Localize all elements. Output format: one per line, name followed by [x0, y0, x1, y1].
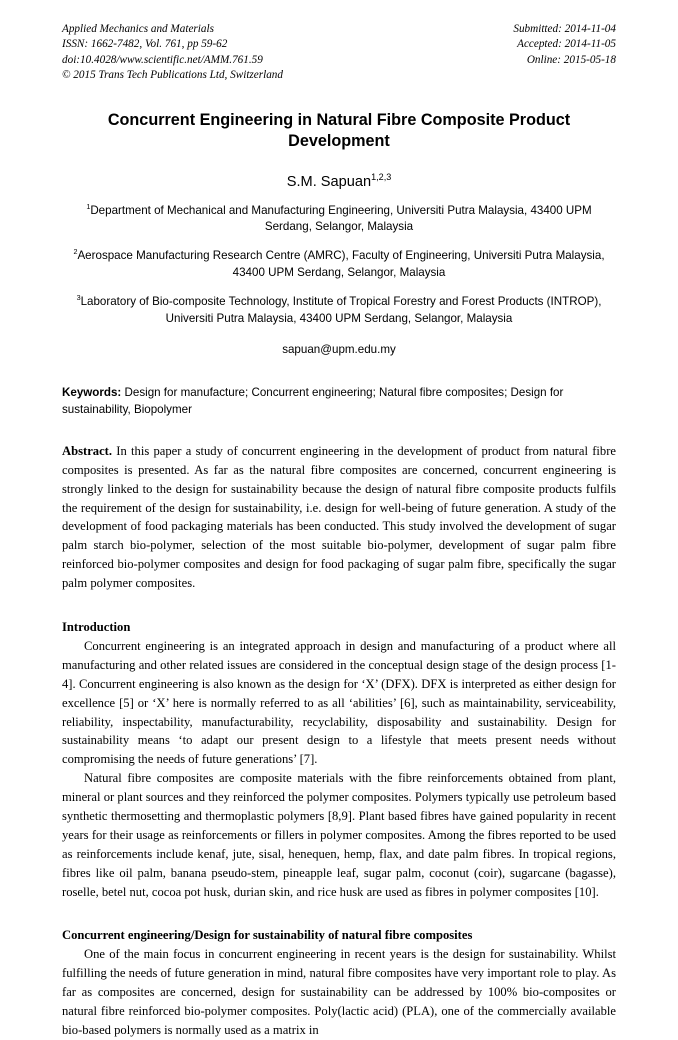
author-line — [62, 171, 616, 190]
affiliation-1-marker: 1 — [86, 201, 91, 211]
publication-dates — [513, 22, 616, 68]
keywords-text: Design for manufacture; Concurrent engineering; Natural fibre composites; Design for sustainability, Biopolymer — [62, 386, 564, 417]
author-name: S.M. Sapuan — [286, 173, 372, 190]
journal-info — [62, 22, 283, 84]
abstract-text: In this paper a study of concurrent engineering in the development of product from natural fibre composites is presented. As far as the natural fibre composites are concerned, concurrent engineering is strongly linked to the design for sustainability because the design of natural fibre composite products fulfils the requirement of the design for sustainability, i.e. design for well-being of future generation. A study of the development of food packaging materials has been conducted. This study involved the development of sugar palm starch bio-polymer, selection of the most suitable bio-polymer, development of sugar palm fibre reinforced bio-polymer composites and design for food packaging of sugar palm fibre, specifically the sugar palm polymer composites. — [62, 443, 616, 591]
journal-issn-volume: ISSN: 1662-7482, Vol. 761, pp 59-62 — [62, 38, 228, 51]
abstract-label: Abstract. — [62, 443, 113, 458]
paragraph-intro-2: Natural fibre composites are composite materials with the fibre reinforcements obtained from plant, mineral or plant sources and they reinforced the polymer composites. Polymers typically use petroleum based synthetic thermosetting and thermoplastic polymers [8,9]. Plant based fibres have gained popularity in recent years for their usage as reinforcements or fillers in polymer composites. Among the fibres reported to be used as reinforcements include kenaf, jute, sisal, henequen, hemp, flax, and date palm fibres. In tropical regions, fibres like oil palm, banana pseudo-stem, pineapple leaf, sugar palm, coconut (coir), sugarcane (bagasse), roselle, betel nut, cocoa pot husk, durian skin, and rice husk are used as fibres in polymer composites [10]. — [62, 771, 616, 899]
journal-name: Applied Mechanics and Materials — [62, 23, 214, 35]
section-heading-concurrent-engineering: Concurrent engineering/Design for sustainability of natural fibre composites — [62, 928, 473, 943]
author-email[interactable]: sapuan@upm.edu.my — [282, 343, 396, 357]
journal-copyright: © 2015 Trans Tech Publications Ltd, Switzerland — [62, 69, 283, 82]
affiliation-2-text: Aerospace Manufacturing Research Centre (AMRC), Faculty of Engineering, Universiti Putra Malaysia, 43400 UPM Serdang, Selangor, Malaysia — [77, 249, 605, 279]
paragraph-intro-1: Concurrent engineering is an integrated approach in design and manufacturing of a product where all manufacturing and other related issues are considered in the conceptual design stage of the design process [1-4]. Concurrent engineering is also known as the design for ‘X’ (DFX). DFX is interpreted as either design for excellence [5] or ‘X’ here is normally referred to as all ‘abilities’ [6], such as maintainability, serviceability, reliability, inspectability, manufacturability, recyclability, disposability and sustainability. Design for sustainability means ‘to adapt our present design to a lifestyle that meets present needs without compromising the needs of future generations’ [7]. — [62, 639, 616, 767]
page-header — [62, 22, 616, 84]
abstract-block — [62, 442, 616, 593]
affiliation-2 — [62, 248, 616, 281]
affiliation-3 — [62, 294, 616, 327]
page-title: Concurrent Engineering in Natural Fibre Composite Product Development — [107, 110, 571, 151]
affiliation-3-text: Laboratory of Bio-composite Technology, Institute of Tropical Forestry and Forest Products (INTROP), Universiti Putra Malaysia, 43400 UPM Serdang, Selangor, Malaysia — [80, 295, 602, 325]
affiliation-1 — [62, 203, 616, 236]
keywords-label: Keywords: — [62, 386, 122, 400]
date-accepted: Accepted: 2014-11-05 — [517, 38, 616, 51]
section-heading-introduction: Introduction — [62, 620, 131, 634]
affiliation-1-text: Department of Mechanical and Manufacturing Engineering, Universiti Putra Malaysia, 43400 UPM Serdang, Selangor, Malaysia — [90, 203, 592, 234]
keywords-block — [62, 385, 616, 419]
date-submitted: Submitted: 2014-11-04 — [513, 23, 616, 35]
paragraph-ce-1: One of the main focus in concurrent engineering in recent years is the design for sustainability. Whilst fulfilling the needs of future generation in mind, natural fibre composites have very important role to play. As far as composites are concerned, design for sustainability can be addressed by 100% bio-composites or natural fibre reinforced bio-polymer composites. Poly(lactic acid) (PLA), one of the commercially available bio-based polymers is normally used as a matrix in — [62, 947, 616, 1038]
affiliation-3-marker: 3 — [76, 293, 81, 303]
affiliation-2-marker: 2 — [73, 247, 78, 257]
date-online: Online: 2015-05-18 — [526, 53, 616, 66]
journal-doi: doi:10.4028/www.scientific.net/AMM.761.59 — [62, 53, 263, 66]
author-affiliation-markers: 1,2,3 — [371, 171, 392, 182]
